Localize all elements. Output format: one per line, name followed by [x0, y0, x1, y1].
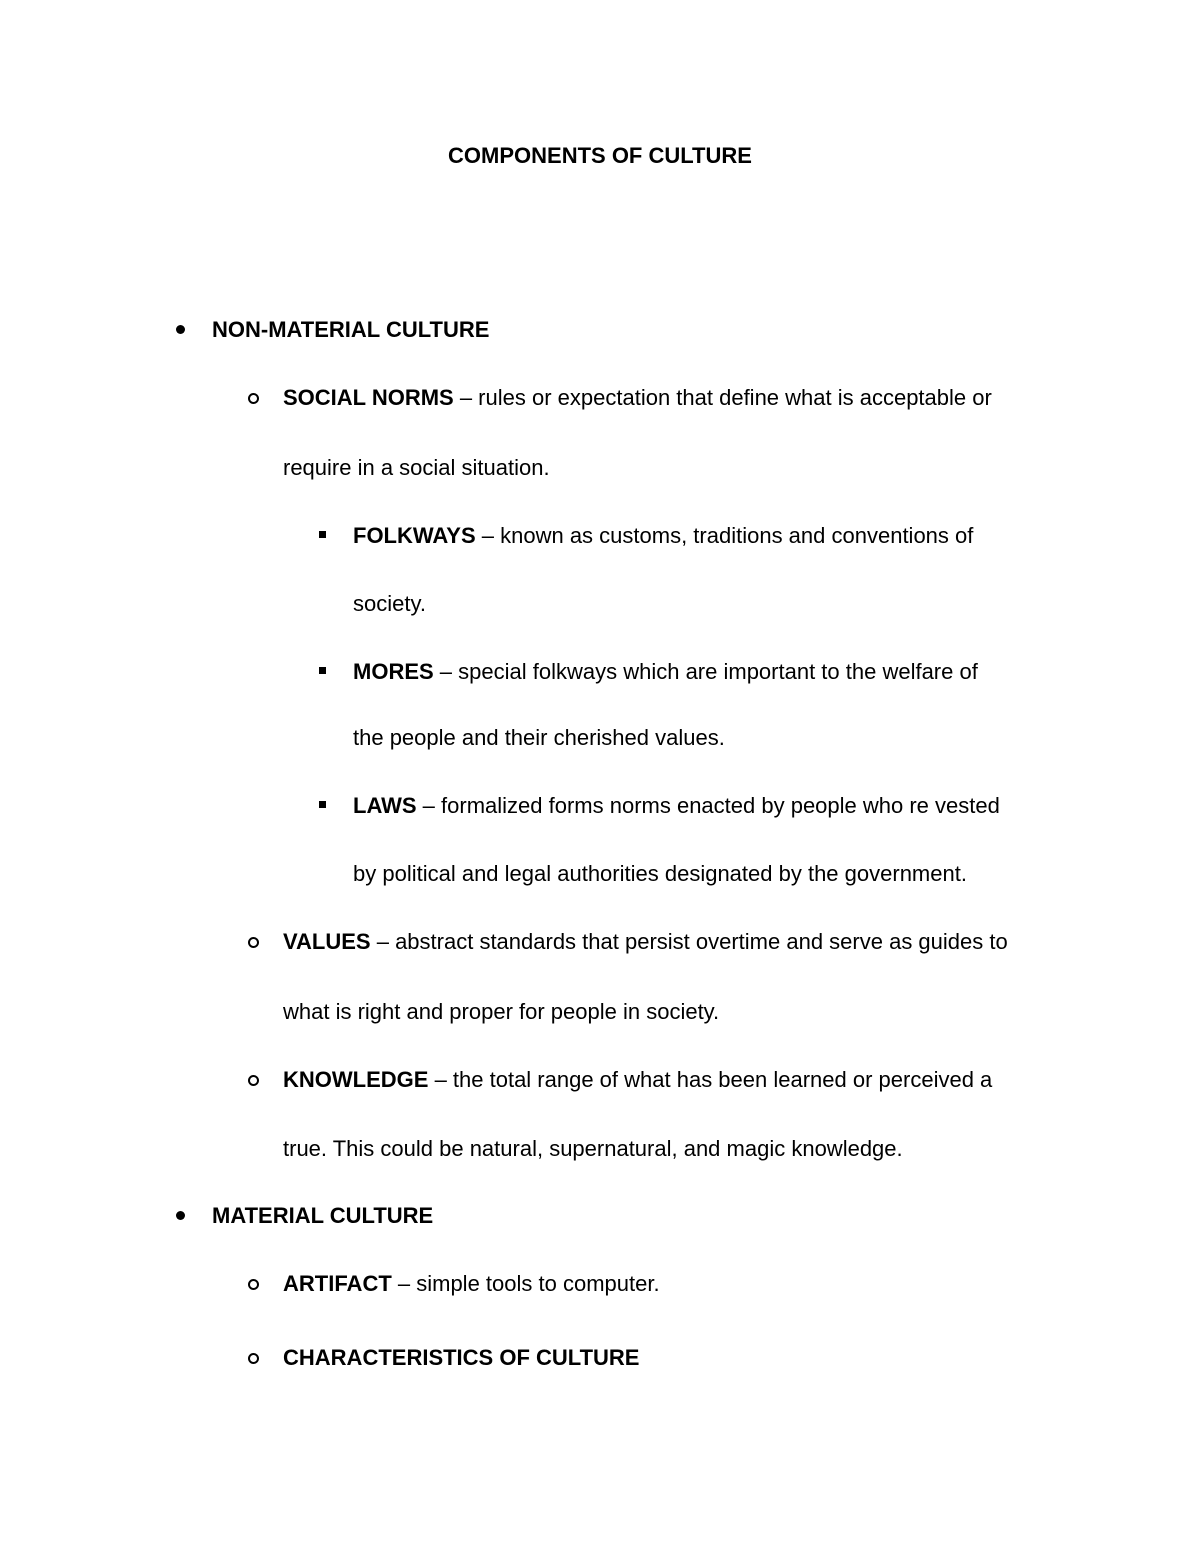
heading-material-culture [212, 1202, 433, 1230]
page-title: COMPONENTS OF CULTURE [448, 143, 752, 168]
bullet-square-icon [319, 667, 326, 674]
bullet-circle-icon [248, 1279, 259, 1290]
heading-text: MATERIAL CULTURE [212, 1203, 434, 1228]
social-norms-line-2: require in a social situation. [283, 455, 550, 480]
term-laws: LAWS [353, 793, 417, 818]
heading-non-material-culture [212, 316, 489, 344]
folkways-line-1 [353, 522, 973, 550]
definition-text: – the total range of what has been learned or perceived a [428, 1067, 993, 1092]
bullet-disc-icon [176, 1211, 185, 1220]
definition-text: – simple tools to computer. [391, 1271, 660, 1296]
definition-text: – abstract standards that persist overtime and serve as guides to [370, 929, 1008, 954]
bullet-square-icon [319, 531, 326, 538]
values-line-2: what is right and proper for people in society. [283, 999, 720, 1024]
definition-text: – special folkways which are important to the welfare of [433, 659, 978, 684]
folkways-line-2: society. [353, 591, 426, 616]
definition-text: – formalized forms norms enacted by people who re vested [416, 793, 1000, 818]
term-characteristics: CHARACTERISTICS OF CULTURE [283, 1345, 640, 1370]
definition-text: – rules or expectation that define what is acceptable or [453, 385, 992, 410]
mores-line-2: the people and their cherished values. [353, 725, 725, 750]
bullet-circle-icon [248, 937, 259, 948]
mores-line-1 [353, 658, 978, 686]
values-line-1 [283, 928, 1008, 956]
term-knowledge: KNOWLEDGE [283, 1067, 429, 1092]
social-norms-line-1 [283, 384, 992, 412]
bullet-circle-icon [248, 1353, 259, 1364]
artifact-line-1 [283, 1270, 660, 1298]
laws-line-2: by political and legal authorities designated by the government. [353, 861, 967, 886]
term-folkways: FOLKWAYS [353, 523, 476, 548]
heading-text: NON-MATERIAL CULTURE [212, 317, 490, 342]
bullet-disc-icon [176, 325, 185, 334]
bullet-circle-icon [248, 393, 259, 404]
knowledge-line-2: true. This could be natural, supernatural, and magic knowledge. [283, 1136, 903, 1161]
term-mores: MORES [353, 659, 434, 684]
term-values: VALUES [283, 929, 371, 954]
bullet-circle-icon [248, 1075, 259, 1086]
knowledge-line-1 [283, 1066, 992, 1094]
term-artifact: ARTIFACT [283, 1271, 392, 1296]
laws-line-1 [353, 792, 1000, 820]
characteristics-line [283, 1344, 639, 1372]
bullet-square-icon [319, 801, 326, 808]
term-social-norms: SOCIAL NORMS [283, 385, 454, 410]
definition-text: – known as customs, traditions and conventions of [475, 523, 974, 548]
